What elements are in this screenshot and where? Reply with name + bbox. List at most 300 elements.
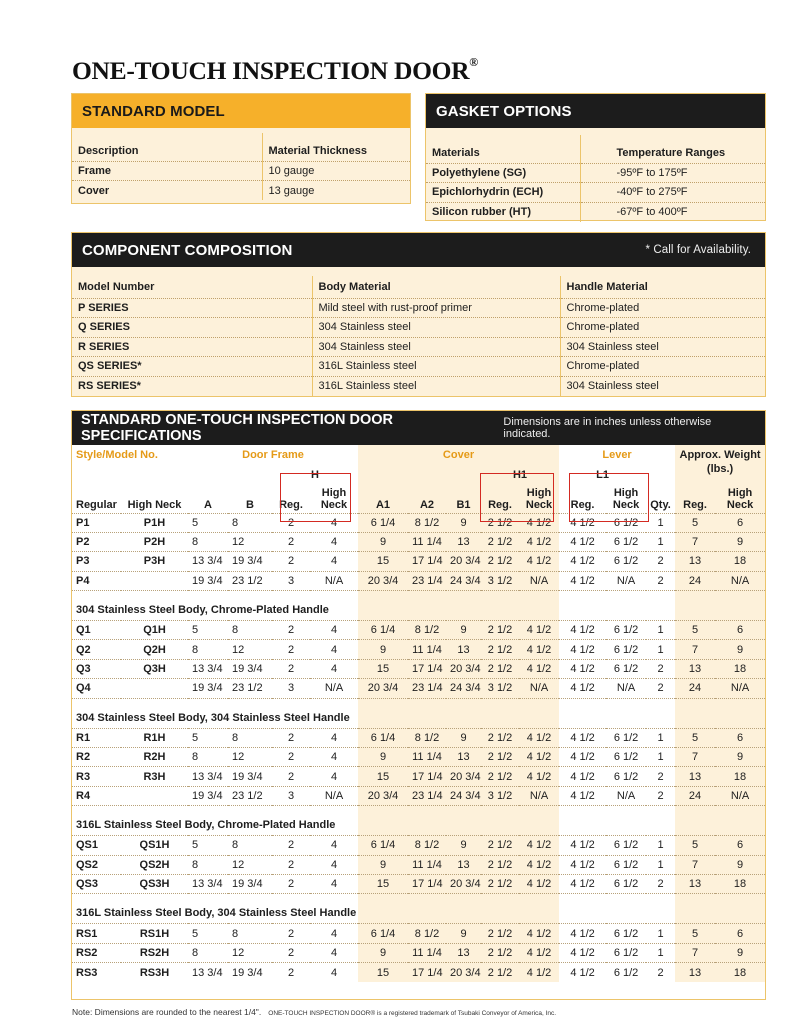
column-header: A2 — [408, 481, 446, 513]
table-cell: 4 — [310, 640, 358, 659]
table-cell: 9 — [446, 513, 481, 532]
section-blank — [358, 894, 408, 924]
table-cell: R3H — [121, 767, 188, 786]
table-cell: 4 1/2 — [559, 874, 606, 893]
table-row — [72, 376, 765, 396]
table-cell: 9 — [715, 748, 765, 767]
table-cell: Cover — [72, 181, 262, 201]
table-cell: 6 1/2 — [606, 513, 646, 532]
table-cell: 6 — [715, 728, 765, 747]
table-cell: Q1H — [121, 621, 188, 640]
table-cell: 7 — [675, 855, 715, 874]
column-header: Reg. — [570, 498, 595, 511]
table-cell: 8 1/2 — [408, 728, 446, 747]
column-header-row — [72, 481, 765, 513]
section-blank — [559, 806, 606, 836]
table-row — [72, 337, 765, 357]
table-cell: 304 Stainless steel — [560, 376, 765, 396]
table-cell: 18 — [715, 552, 765, 571]
table-cell: 9 — [715, 943, 765, 962]
table-cell: 2 — [272, 640, 310, 659]
table-cell: 2 1/2 — [481, 855, 519, 874]
table-cell: 18 — [715, 767, 765, 786]
table-cell: 9 — [358, 943, 408, 962]
section-blank — [646, 591, 675, 621]
sub-header-blank — [72, 464, 272, 481]
table-cell: 2 — [272, 963, 310, 982]
table-row — [426, 183, 765, 203]
column-header: B1 — [446, 481, 481, 513]
table-cell: 2 — [646, 874, 675, 893]
page-title: ONE-TOUCH INSPECTION DOOR® — [72, 54, 478, 85]
table-cell: 15 — [358, 963, 408, 982]
table-cell: 23 1/2 — [228, 571, 272, 590]
table-cell: 7 — [675, 640, 715, 659]
table-cell: 9 — [715, 640, 765, 659]
table-cell: 6 1/2 — [606, 659, 646, 678]
table-cell: 6 — [715, 513, 765, 532]
table-cell: 9 — [446, 621, 481, 640]
table-cell: R1 — [72, 728, 121, 747]
table-cell: 9 — [358, 855, 408, 874]
table-cell: 6 1/2 — [606, 621, 646, 640]
table-cell: 6 1/2 — [606, 836, 646, 855]
table-row — [72, 659, 765, 678]
table-cell: 19 3/4 — [228, 552, 272, 571]
table-cell: 2 — [272, 748, 310, 767]
column-header: Temperature Ranges — [580, 135, 765, 163]
table-cell: 9 — [715, 855, 765, 874]
table-cell: RS2 — [72, 943, 121, 962]
group-header-frame: Door Frame — [242, 448, 304, 461]
table-cell: 20 3/4 — [358, 786, 408, 805]
section-blank — [519, 591, 559, 621]
table-cell: 13 3/4 — [188, 659, 228, 678]
table-row — [72, 836, 765, 855]
table-cell: 4 1/2 — [519, 924, 559, 943]
table-cell: 24 — [675, 571, 715, 590]
group-header-cover: Cover — [358, 445, 559, 464]
column-header: High Neck — [519, 481, 559, 513]
table-cell: 2 — [272, 943, 310, 962]
table-cell: P1 — [72, 513, 121, 532]
group-header-style: Style/Model No. — [76, 448, 158, 461]
table-cell: 2 1/2 — [481, 552, 519, 571]
section-blank — [481, 591, 519, 621]
table-cell: 7 — [675, 748, 715, 767]
section-blank — [606, 698, 646, 728]
table-cell: 8 1/2 — [408, 836, 446, 855]
table-cell: 304 Stainless steel — [560, 337, 765, 357]
trademark-note: ONE-TOUCH INSPECTION DOOR® is a registered trademark of Tsubaki Conveyor of America, Inc. — [268, 1010, 557, 1017]
table-cell: 3 1/2 — [481, 571, 519, 590]
table-cell: 9 — [446, 728, 481, 747]
table-cell: 2 1/2 — [481, 924, 519, 943]
table-cell: 13 — [446, 943, 481, 962]
table-cell: 7 — [675, 943, 715, 962]
table-cell: 13 — [675, 874, 715, 893]
rounding-note: Note: Dimensions are rounded to the nearest 1/4". — [72, 1007, 262, 1017]
gasket-options-table — [426, 135, 765, 222]
table-cell: P2 — [72, 532, 121, 551]
section-blank — [675, 698, 715, 728]
table-cell: 4 1/2 — [559, 748, 606, 767]
table-cell: 6 1/2 — [606, 748, 646, 767]
table-cell: 6 — [715, 836, 765, 855]
table-cell: Q4 — [72, 679, 121, 698]
column-header: Description — [72, 133, 262, 161]
table-cell: 4 — [310, 513, 358, 532]
table-cell: N/A — [715, 571, 765, 590]
column-header: A — [204, 498, 212, 511]
table-cell: 15 — [358, 767, 408, 786]
table-cell: 17 1/4 — [408, 963, 446, 982]
table-cell: 24 3/4 — [446, 786, 481, 805]
table-cell: 6 — [715, 621, 765, 640]
table-cell: 4 1/2 — [559, 767, 606, 786]
table-cell: N/A — [606, 571, 646, 590]
table-cell: 4 1/2 — [519, 963, 559, 982]
table-cell: N/A — [310, 571, 358, 590]
table-cell: 4 1/2 — [559, 552, 606, 571]
table-cell: 13 — [446, 855, 481, 874]
table-cell: 2 — [272, 874, 310, 893]
table-cell: 24 3/4 — [446, 571, 481, 590]
table-cell: 4 1/2 — [559, 728, 606, 747]
table-cell: 2 1/2 — [481, 513, 519, 532]
table-cell: 6 1/2 — [606, 855, 646, 874]
table-cell: R SERIES — [72, 337, 312, 357]
table-cell: 4 1/2 — [519, 532, 559, 551]
table-cell: 12 — [228, 640, 272, 659]
table-cell: 18 — [715, 659, 765, 678]
table-cell: Chrome-plated — [560, 318, 765, 338]
table-cell: 4 1/2 — [519, 640, 559, 659]
table-cell: 6 1/2 — [606, 640, 646, 659]
table-cell: 4 1/2 — [519, 513, 559, 532]
section-blank — [675, 591, 715, 621]
section-blank — [675, 894, 715, 924]
table-cell: 13 — [446, 748, 481, 767]
table-cell: 1 — [646, 621, 675, 640]
table-cell: QS SERIES* — [72, 357, 312, 377]
section-blank — [519, 894, 559, 924]
table-cell: 5 — [188, 621, 228, 640]
table-cell: 3 — [272, 786, 310, 805]
table-cell: 9 — [715, 532, 765, 551]
table-cell: 5 — [675, 728, 715, 747]
table-cell: 2 — [646, 552, 675, 571]
section-blank — [446, 698, 481, 728]
table-cell: 4 1/2 — [559, 963, 606, 982]
table-cell: 2 1/2 — [481, 659, 519, 678]
table-cell: 23 1/4 — [408, 786, 446, 805]
table-cell: 1 — [646, 728, 675, 747]
table-cell: 4 1/2 — [559, 836, 606, 855]
table-cell: 4 1/2 — [559, 513, 606, 532]
table-cell: 13 3/4 — [188, 963, 228, 982]
table-row — [72, 621, 765, 640]
group-header-lever: Lever — [602, 448, 632, 461]
table-cell: 13 — [446, 640, 481, 659]
table-cell: QS1H — [121, 836, 188, 855]
table-cell: 4 1/2 — [519, 552, 559, 571]
column-header: High Neck — [320, 486, 348, 511]
table-row — [72, 181, 410, 201]
table-cell: 8 — [188, 943, 228, 962]
table-cell: 4 1/2 — [519, 943, 559, 962]
table-cell: QS3 — [72, 874, 121, 893]
table-cell: 2 — [646, 963, 675, 982]
table-cell: 4 — [310, 943, 358, 962]
table-cell: RS SERIES* — [72, 376, 312, 396]
table-row — [72, 748, 765, 767]
section-title: 304 Stainless Steel Body, 304 Stainless Steel Handle — [72, 698, 358, 728]
table-cell: 5 — [675, 513, 715, 532]
table-cell: 17 1/4 — [408, 874, 446, 893]
table-cell: 6 1/2 — [606, 767, 646, 786]
table-cell: 6 — [715, 924, 765, 943]
table-cell: 2 1/2 — [481, 532, 519, 551]
table-cell: 23 1/2 — [228, 786, 272, 805]
section-row — [72, 591, 765, 621]
table-cell: P3 — [72, 552, 121, 571]
table-cell — [121, 571, 188, 590]
column-header: High Neck — [715, 481, 765, 513]
table-cell: 6 1/2 — [606, 963, 646, 982]
table-cell: 23 1/4 — [408, 571, 446, 590]
table-cell: 13 3/4 — [188, 552, 228, 571]
table-cell: 15 — [358, 659, 408, 678]
table-cell: P3H — [121, 552, 188, 571]
table-cell: 4 1/2 — [559, 532, 606, 551]
table-cell: N/A — [519, 571, 559, 590]
column-header: Reg. — [481, 481, 519, 513]
table-cell: 9 — [446, 924, 481, 943]
table-cell: 4 1/2 — [559, 855, 606, 874]
table-cell: 13 — [675, 963, 715, 982]
availability-note: * Call for Availability. — [645, 244, 751, 256]
table-cell: 1 — [646, 513, 675, 532]
table-cell: 4 — [310, 532, 358, 551]
table-cell: 3 — [272, 571, 310, 590]
sub-header-h: H — [311, 469, 319, 481]
table-cell: R3 — [72, 767, 121, 786]
table-cell: P4 — [72, 571, 121, 590]
column-header: Materials — [426, 135, 580, 163]
table-cell: 20 3/4 — [446, 767, 481, 786]
table-cell: 19 3/4 — [228, 963, 272, 982]
section-blank — [481, 698, 519, 728]
table-cell: 1 — [646, 943, 675, 962]
standard-model-heading: STANDARD MODEL — [72, 94, 410, 128]
table-cell: R4 — [72, 786, 121, 805]
specifications-panel — [71, 410, 766, 1000]
sub-header-h1: H1 — [481, 464, 559, 481]
group-header-weight: Approx. Weight (lbs.) — [675, 445, 765, 481]
table-cell: P2H — [121, 532, 188, 551]
table-cell: 4 1/2 — [519, 621, 559, 640]
table-cell: 17 1/4 — [408, 659, 446, 678]
table-cell: 24 3/4 — [446, 679, 481, 698]
table-cell: Chrome-plated — [560, 357, 765, 377]
table-cell: N/A — [519, 786, 559, 805]
table-cell: 2 1/2 — [481, 963, 519, 982]
table-cell: 2 — [272, 728, 310, 747]
table-row — [72, 298, 765, 318]
section-blank — [446, 591, 481, 621]
table-cell: 3 1/2 — [481, 786, 519, 805]
table-cell: 11 1/4 — [408, 532, 446, 551]
table-cell: -40ºF to 275ºF — [580, 183, 765, 203]
dimensions-note: Dimensions are in inches unless otherwise indicated. — [503, 416, 712, 440]
table-cell: 8 1/2 — [408, 621, 446, 640]
table-cell: 2 — [646, 571, 675, 590]
table-cell: Q SERIES — [72, 318, 312, 338]
table-cell: 12 — [228, 532, 272, 551]
table-cell: 4 1/2 — [519, 836, 559, 855]
table-cell: 5 — [188, 836, 228, 855]
table-cell: 13 — [675, 767, 715, 786]
table-cell: 4 1/2 — [559, 924, 606, 943]
table-cell: 2 — [272, 659, 310, 678]
table-cell: 15 — [358, 874, 408, 893]
section-blank — [606, 894, 646, 924]
section-title: 316L Stainless Steel Body, Chrome-Plated Handle — [72, 806, 358, 836]
table-cell: 7 — [675, 532, 715, 551]
table-cell: 4 1/2 — [559, 640, 606, 659]
table-cell: R1H — [121, 728, 188, 747]
table-cell: Polyethylene (SG) — [426, 163, 580, 183]
table-cell: 8 — [228, 513, 272, 532]
table-cell: 4 — [310, 728, 358, 747]
table-cell: QS1 — [72, 836, 121, 855]
table-cell: 316L Stainless steel — [312, 357, 560, 377]
table-cell: 1 — [646, 836, 675, 855]
table-cell: 6 1/2 — [606, 924, 646, 943]
table-cell: 8 — [188, 640, 228, 659]
column-header: Body Material — [312, 276, 560, 298]
table-cell: 4 1/2 — [519, 748, 559, 767]
gasket-options-panel — [425, 93, 766, 221]
sub-header-l1: L1 — [596, 469, 609, 481]
table-cell: 19 3/4 — [188, 571, 228, 590]
table-cell: 12 — [228, 855, 272, 874]
table-cell: 4 — [310, 621, 358, 640]
table-cell: 15 — [358, 552, 408, 571]
table-cell: 2 1/2 — [481, 621, 519, 640]
table-cell: 2 1/2 — [481, 943, 519, 962]
sub-header-blank — [646, 464, 675, 481]
table-cell: Q2H — [121, 640, 188, 659]
table-cell: 4 — [310, 963, 358, 982]
table-cell: RS2H — [121, 943, 188, 962]
table-cell: 11 1/4 — [408, 640, 446, 659]
table-cell: -95ºF to 175ºF — [580, 163, 765, 183]
table-cell: 6 1/4 — [358, 513, 408, 532]
table-row — [72, 161, 410, 181]
column-header: Reg. — [675, 481, 715, 513]
table-cell: 24 — [675, 786, 715, 805]
section-blank — [408, 698, 446, 728]
section-blank — [606, 806, 646, 836]
section-blank — [519, 698, 559, 728]
table-cell: 8 — [188, 748, 228, 767]
table-cell: 5 — [188, 728, 228, 747]
table-cell: 1 — [646, 924, 675, 943]
table-cell: 4 1/2 — [519, 874, 559, 893]
table-cell: N/A — [715, 786, 765, 805]
standard-model-table — [72, 133, 410, 200]
table-cell: 11 1/4 — [408, 943, 446, 962]
column-header: High Neck — [127, 498, 182, 511]
table-cell: 23 1/2 — [228, 679, 272, 698]
table-cell: 20 3/4 — [358, 571, 408, 590]
table-cell: 6 1/4 — [358, 924, 408, 943]
table-row — [72, 855, 765, 874]
table-cell: N/A — [606, 786, 646, 805]
table-cell: 304 Stainless steel — [312, 318, 560, 338]
table-cell: 4 — [310, 836, 358, 855]
section-blank — [715, 806, 765, 836]
section-blank — [559, 698, 606, 728]
table-cell: 13 3/4 — [188, 874, 228, 893]
table-cell: Q2 — [72, 640, 121, 659]
section-blank — [481, 894, 519, 924]
table-cell: 2 — [646, 767, 675, 786]
table-cell: 20 3/4 — [446, 659, 481, 678]
table-cell: 2 — [272, 621, 310, 640]
table-cell: 2 — [272, 855, 310, 874]
table-cell: 5 — [188, 513, 228, 532]
table-row — [72, 874, 765, 893]
table-cell: 9 — [358, 532, 408, 551]
table-cell: 1 — [646, 748, 675, 767]
section-blank — [606, 591, 646, 621]
table-cell: 2 — [646, 679, 675, 698]
table-cell: 4 — [310, 552, 358, 571]
table-cell: Epichlorhydrin (ECH) — [426, 183, 580, 203]
table-cell: 17 1/4 — [408, 552, 446, 571]
section-blank — [646, 806, 675, 836]
table-cell: 8 1/2 — [408, 924, 446, 943]
table-cell: 4 — [310, 874, 358, 893]
table-cell: N/A — [519, 679, 559, 698]
section-row — [72, 806, 765, 836]
table-cell: 6 1/2 — [606, 532, 646, 551]
component-composition-panel — [71, 232, 766, 397]
table-cell: 304 Stainless steel — [312, 337, 560, 357]
table-cell: RS1 — [72, 924, 121, 943]
table-cell: N/A — [310, 786, 358, 805]
table-row — [72, 924, 765, 943]
standard-model-panel — [71, 93, 411, 204]
table-row — [72, 728, 765, 747]
table-cell: 19 3/4 — [228, 659, 272, 678]
table-cell: 8 1/2 — [408, 513, 446, 532]
table-cell: 11 1/4 — [408, 748, 446, 767]
section-blank — [715, 591, 765, 621]
table-cell: 9 — [358, 748, 408, 767]
table-row — [72, 963, 765, 982]
sub-header-row — [72, 464, 765, 481]
table-cell: 4 1/2 — [559, 571, 606, 590]
section-blank — [358, 806, 408, 836]
table-cell: 4 1/2 — [559, 679, 606, 698]
table-cell: 8 — [228, 728, 272, 747]
table-cell: 2 — [272, 552, 310, 571]
section-blank — [559, 894, 606, 924]
